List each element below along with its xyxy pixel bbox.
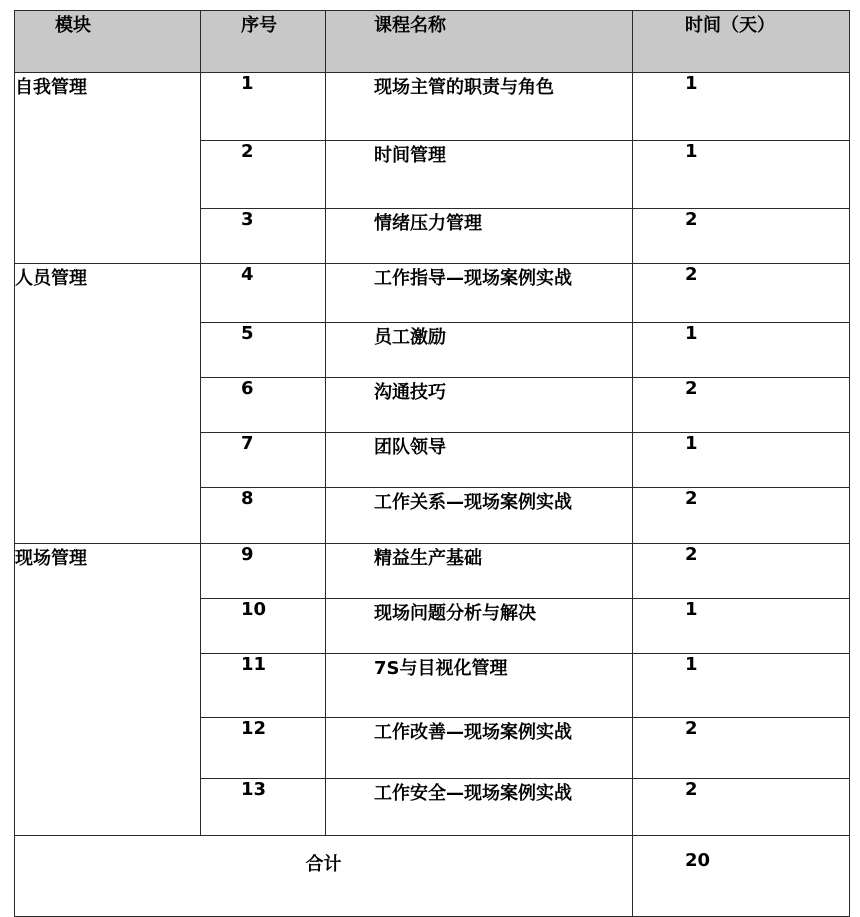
row-course-name: 工作安全—现场案例实战 bbox=[326, 779, 633, 836]
header-number: 序号 bbox=[201, 11, 326, 73]
row-number: 1 bbox=[201, 73, 326, 141]
row-days: 1 bbox=[633, 73, 850, 141]
table-row bbox=[15, 544, 850, 599]
row-course-name: 员工激励 bbox=[326, 323, 633, 378]
row-number: 7 bbox=[201, 433, 326, 488]
module-cell: 现场管理 bbox=[15, 544, 201, 836]
table-header-row bbox=[15, 11, 850, 73]
total-days: 20 bbox=[633, 836, 850, 917]
module-cell: 自我管理 bbox=[15, 73, 201, 264]
row-course-name: 工作改善—现场案例实战 bbox=[326, 718, 633, 779]
header-course-name: 课程名称 bbox=[326, 11, 633, 73]
row-number: 12 bbox=[201, 718, 326, 779]
row-days: 2 bbox=[633, 718, 850, 779]
row-course-name: 工作指导—现场案例实战 bbox=[326, 264, 633, 323]
row-number: 2 bbox=[201, 141, 326, 209]
row-number: 3 bbox=[201, 209, 326, 264]
row-course-name: 工作关系—现场案例实战 bbox=[326, 488, 633, 544]
row-days: 2 bbox=[633, 779, 850, 836]
total-label: 合计 bbox=[15, 836, 633, 917]
row-course-name: 现场问题分析与解决 bbox=[326, 599, 633, 654]
row-course-name: 沟通技巧 bbox=[326, 378, 633, 433]
row-number: 6 bbox=[201, 378, 326, 433]
row-number: 5 bbox=[201, 323, 326, 378]
row-days: 2 bbox=[633, 264, 850, 323]
total-row bbox=[15, 836, 850, 917]
row-number: 11 bbox=[201, 654, 326, 718]
module-cell: 人员管理 bbox=[15, 264, 201, 544]
row-number: 4 bbox=[201, 264, 326, 323]
table-row bbox=[15, 264, 850, 323]
row-days: 1 bbox=[633, 599, 850, 654]
row-course-name: 7S与目视化管理 bbox=[326, 654, 633, 718]
row-number: 9 bbox=[201, 544, 326, 599]
row-course-name: 现场主管的职责与角色 bbox=[326, 73, 633, 141]
table-body bbox=[15, 73, 850, 917]
row-days: 1 bbox=[633, 654, 850, 718]
row-number: 8 bbox=[201, 488, 326, 544]
row-days: 1 bbox=[633, 433, 850, 488]
row-days: 1 bbox=[633, 141, 850, 209]
row-days: 1 bbox=[633, 323, 850, 378]
row-course-name: 团队领导 bbox=[326, 433, 633, 488]
header-module: 模块 bbox=[15, 11, 201, 73]
row-number: 13 bbox=[201, 779, 326, 836]
row-days: 2 bbox=[633, 544, 850, 599]
row-course-name: 时间管理 bbox=[326, 141, 633, 209]
course-table bbox=[14, 10, 850, 917]
row-course-name: 情绪压力管理 bbox=[326, 209, 633, 264]
header-time: 时间（天） bbox=[633, 11, 850, 73]
table-row bbox=[15, 73, 850, 141]
row-number: 10 bbox=[201, 599, 326, 654]
row-days: 2 bbox=[633, 209, 850, 264]
row-course-name: 精益生产基础 bbox=[326, 544, 633, 599]
row-days: 2 bbox=[633, 488, 850, 544]
row-days: 2 bbox=[633, 378, 850, 433]
